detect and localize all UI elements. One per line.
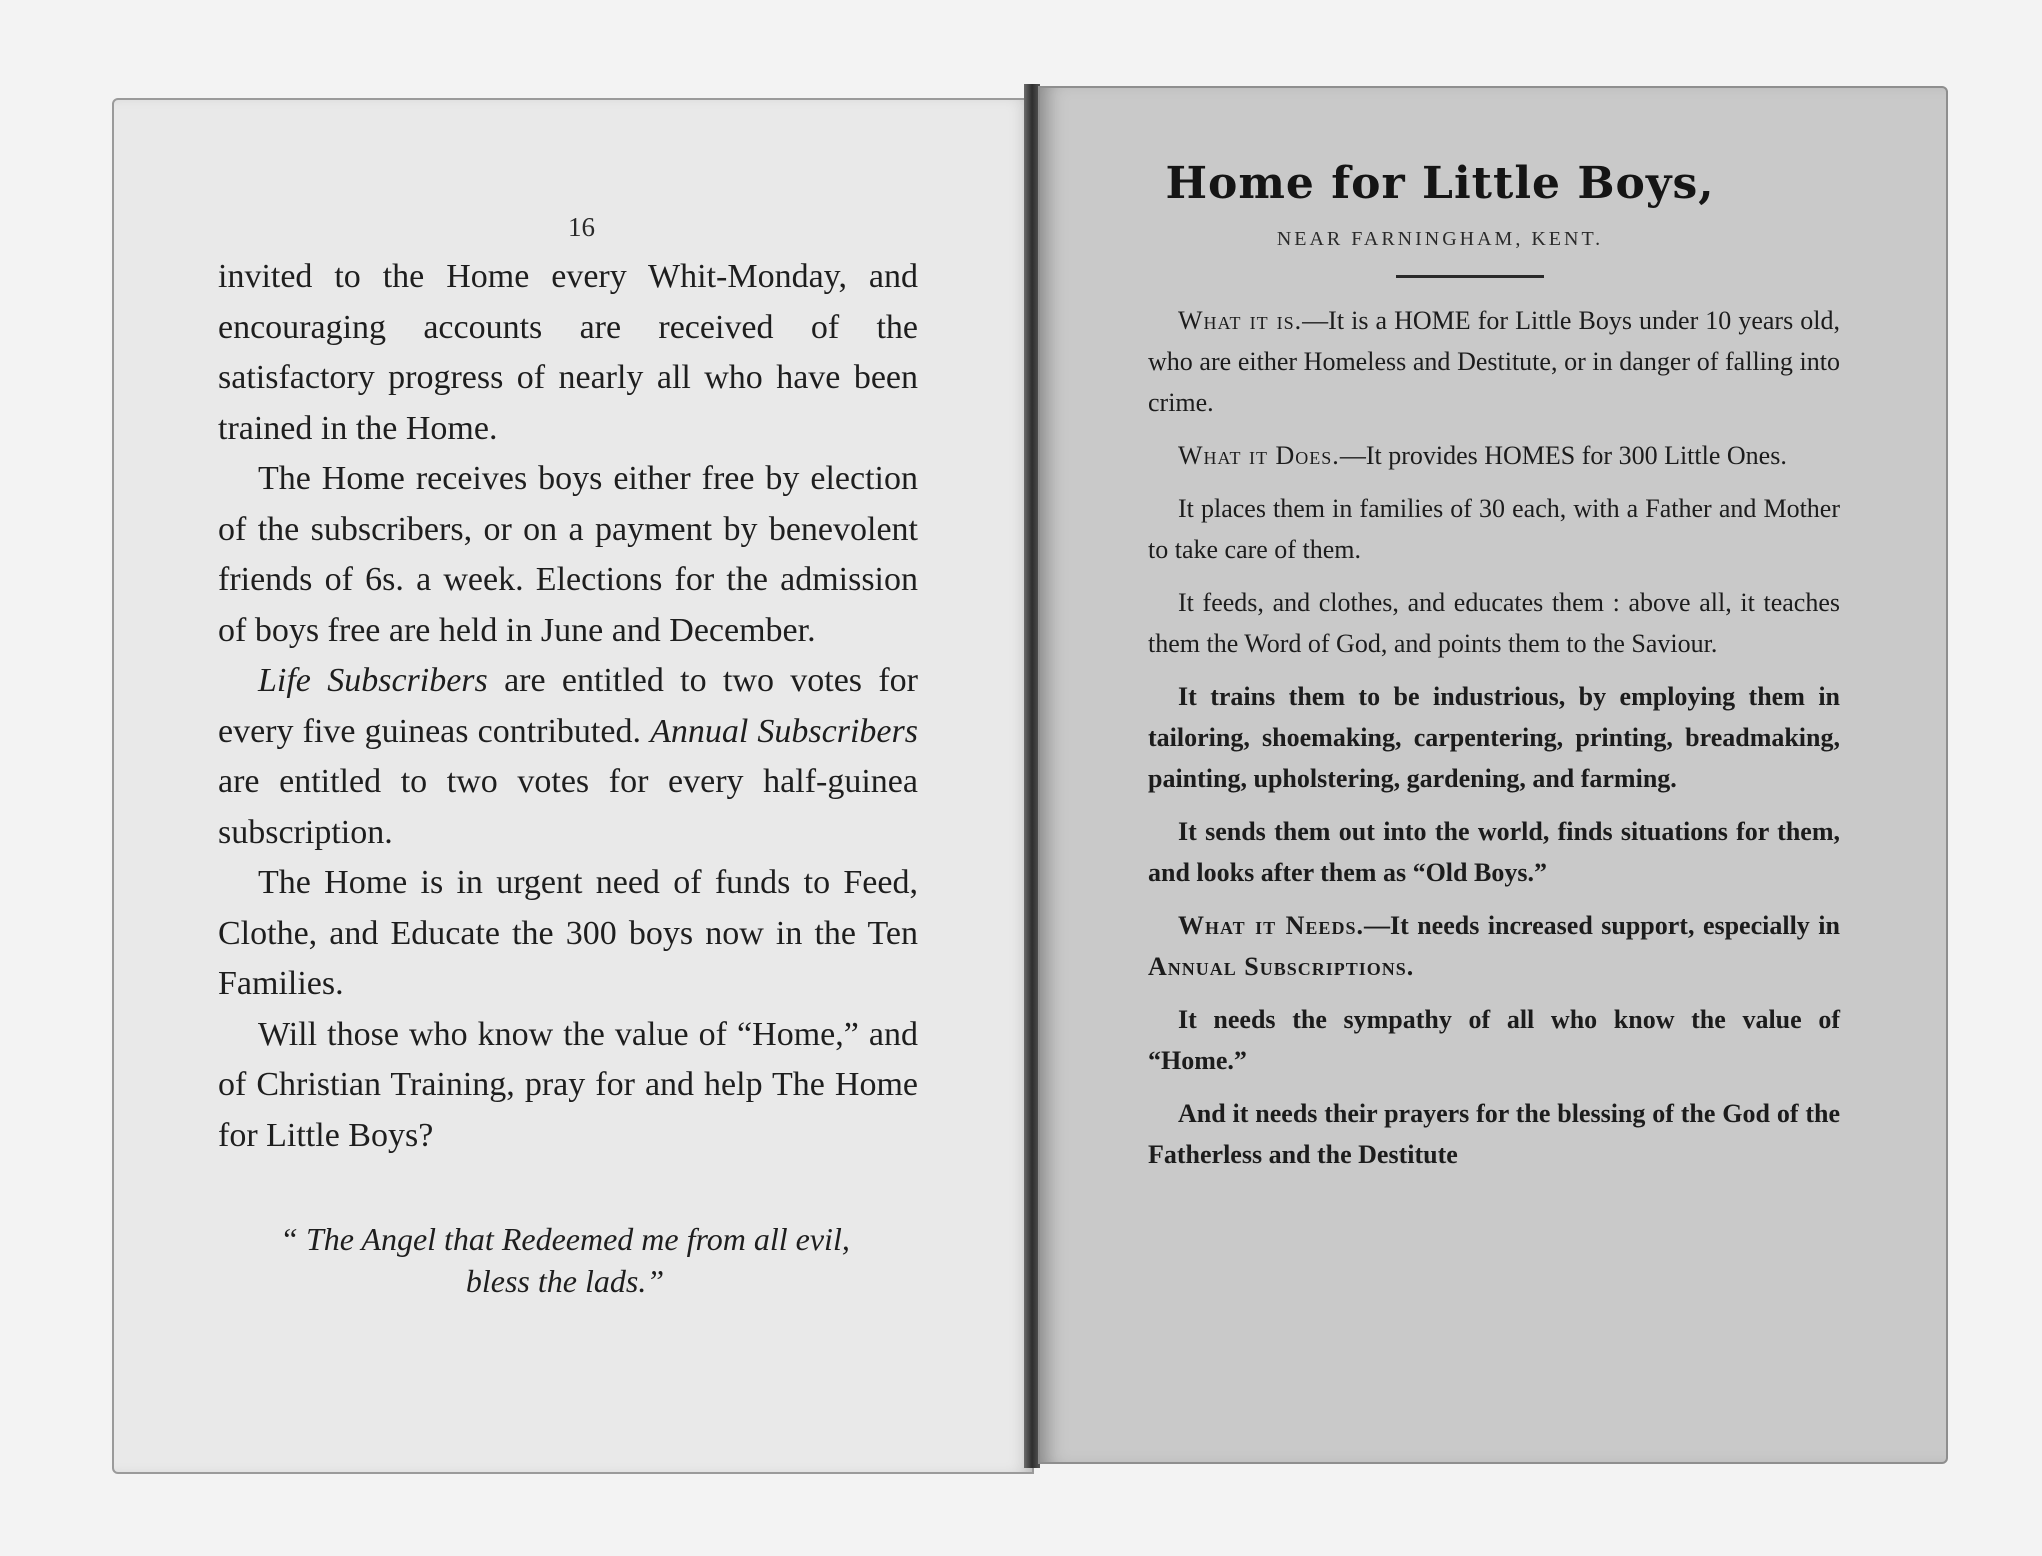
home-title: Home for Little Boys, — [1165, 158, 1715, 209]
sends-paragraph: It sends them out into the world, finds situations for them, and looks after them as “Old Boys.” — [1148, 817, 1840, 887]
paragraph-admission: The Home receives boys either free by election of the subscribers, or on a payment by benevolent friends of 6s. a week. Elections for the admission of boys free are held in June and December. — [218, 460, 918, 649]
left-page-text — [218, 252, 918, 1161]
trains-paragraph: It trains them to be industrious, by employing them in tailoring, shoemaking, carpentering, printing, breadmaking, painting, upholstering, gardening, and farming. — [1148, 682, 1840, 793]
life-subscribers-text: are entitled to two votes for every five guineas contributed. — [218, 662, 918, 750]
title-divider — [1396, 275, 1544, 278]
right-page-text — [1148, 300, 1840, 1187]
what-it-does-text: —It provides HOMES for 300 Little Ones. — [1339, 441, 1787, 470]
what-it-needs-text: —It needs increased support, especially in — [1363, 911, 1840, 940]
quote-line-1: “ The Angel that Redeemed me from all evil, — [280, 1221, 850, 1257]
page-number: 16 — [568, 212, 595, 242]
paragraph-subscribers — [218, 656, 918, 858]
what-it-is-label: What it is. — [1178, 306, 1303, 335]
what-it-does-label: What it Does. — [1178, 441, 1340, 470]
sympathy-paragraph: It needs the sympathy of all who know the value of “Home.” — [1148, 1005, 1840, 1075]
annual-subscriptions-label: Annual Subscriptions. — [1148, 952, 1415, 981]
quote-line-2: bless the lads.” — [465, 1263, 665, 1299]
closing-quote — [210, 1218, 920, 1302]
what-it-is-text: —It is a HOME for Little Boys under 10 years old, who are either Homeless and Destitute, or in danger of falling into crime. — [1148, 306, 1840, 417]
paragraph-appeal: Will those who know the value of “Home,” and of Christian Training, pray for and help The Home for Little Boys? — [218, 1015, 918, 1154]
families-paragraph: It places them in families of 30 each, with a Father and Mother to take care of them. — [1148, 494, 1840, 564]
what-it-does-paragraph — [1148, 435, 1840, 476]
what-it-is-paragraph — [1148, 300, 1840, 423]
annual-subscribers-label: Annual Subscribers — [650, 712, 918, 750]
feeds-paragraph: It feeds, and clothes, and educates them : above all, it teaches them the Word of God, and points them to the Saviour. — [1148, 588, 1840, 658]
paragraph-funds: The Home is in urgent need of funds to Feed, Clothe, and Educate the 300 boys now in the Ten Families. — [218, 864, 918, 1002]
life-subscribers-label: Life Subscribers — [258, 662, 488, 699]
home-subtitle: NEAR FARNINGHAM, KENT. — [1276, 228, 1604, 250]
annual-subscribers-text: are entitled to two votes for every half-guinea subscription. — [218, 763, 918, 851]
what-it-needs-label: What it Needs. — [1178, 911, 1364, 940]
paragraph-whit-monday: invited to the Home every Whit-Monday, and encouraging accounts are received of the satisfactory progress of nearly all who have been trained in the Home. — [218, 258, 918, 447]
prayers-paragraph: And it needs their prayers for the blessing of the God of the Fatherless and the Destitute — [1148, 1099, 1840, 1169]
what-it-needs-paragraph — [1148, 905, 1840, 987]
